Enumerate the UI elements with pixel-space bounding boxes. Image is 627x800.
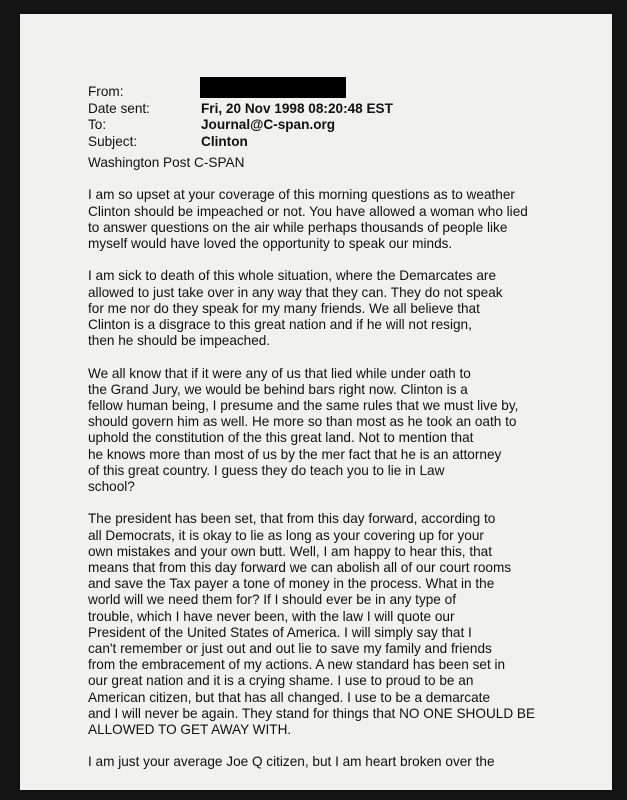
body-paragraph (88, 268, 578, 349)
text-line: American citizen, but that has all changed. I use to be a demarcate (88, 689, 491, 705)
text-line: President of the United States of America. I will simply say that I (88, 624, 472, 640)
text-line: from the embracement of my actions. A new standard has been set in (88, 657, 506, 673)
text-line: myself would have loved the opportunity to speak our minds. (88, 236, 453, 251)
text-line: and save the Tax payer a tone of money in the process. What in the (88, 576, 495, 592)
text-line: he knows more than most of us by the mer fact that he is an attorney (88, 446, 502, 462)
text-line: We all know that if it were any of us that lied while under oath to (88, 365, 471, 381)
email-header (88, 84, 393, 150)
body-paragraph (88, 511, 578, 738)
text-line: means that from this day forward we can abolish all of our court rooms (88, 560, 512, 576)
subject-row (88, 134, 393, 151)
from-row (88, 84, 393, 101)
body-paragraph (88, 366, 578, 496)
text-line: trouble, which I have never been, with the law I will quote our (88, 608, 455, 624)
text-line: to answer questions on the air while perhaps thousands of people like (88, 219, 508, 235)
subject-value: Clinton (201, 133, 248, 149)
date-row (88, 101, 393, 118)
text-line: Clinton should be impeached or not. You have allowed a woman who lied (88, 203, 528, 219)
email-body (88, 155, 578, 787)
text-line: of this great country. I guess they do teach you to lie in Law (88, 462, 445, 478)
text-line: Clinton is a disgrace to this great nation and if he will not resign, (88, 317, 472, 332)
from-label: From: (88, 84, 124, 99)
text-line: I am sick to death of this whole situation, where the Demarcates are (88, 268, 497, 284)
date-label: Date sent: (88, 100, 150, 116)
text-line: then he should be impeached. (88, 333, 271, 349)
salutation: Washington Post C-SPAN (88, 155, 245, 170)
text-line: the Grand Jury, we would be behind bars right now. Clinton is a (88, 381, 468, 397)
text-line: can't remember or just out and out lie to save my family and friends (88, 641, 492, 657)
text-line: world will we need them for? If I should ever be in any type of (88, 592, 456, 608)
text-line: own mistakes and your own butt. Well, I am happy to hear this, that (88, 543, 492, 559)
document-page (20, 14, 612, 790)
to-label: To: (88, 117, 107, 132)
text-line: uphold the constitution of the this great land. Not to mention that (88, 430, 474, 446)
text-line: all Democrats, it is okay to lie as long as your covering up for your (88, 527, 484, 543)
body-paragraph (88, 187, 578, 252)
text-line: I am so upset at your coverage of this morning questions as to weather (88, 187, 515, 203)
text-line: The president has been set, that from this day forward, according to (88, 511, 496, 527)
text-line: fellow human being, I presume and the same rules that we must live by, (88, 398, 519, 413)
text-line: for me nor do they speak for my many friends. We all believe that (88, 300, 480, 316)
text-line: allowed to just take over in any way that they can. They do not speak (88, 284, 503, 300)
to-value: Journal@C-span.org (201, 117, 336, 132)
to-row (88, 117, 393, 134)
text-line: I am just your average Joe Q citizen, but I am heart broken over the (88, 754, 495, 770)
body-paragraph (88, 754, 578, 770)
paragraphs (88, 187, 578, 770)
text-line: ALLOWED TO GET AWAY WITH. (88, 722, 292, 738)
text-line: should govern him as well. He more so than most as he took an oath to (88, 414, 517, 430)
subject-label: Subject: (88, 133, 138, 149)
date-value: Fri, 20 Nov 1998 08:20:48 EST (201, 100, 393, 116)
text-line: our great nation and it is a crying shame. I use to proud to be an (88, 673, 474, 689)
text-line: school? (88, 479, 135, 495)
text-line: and I will never be again. They stand for things that NO ONE SHOULD BE (88, 705, 536, 721)
